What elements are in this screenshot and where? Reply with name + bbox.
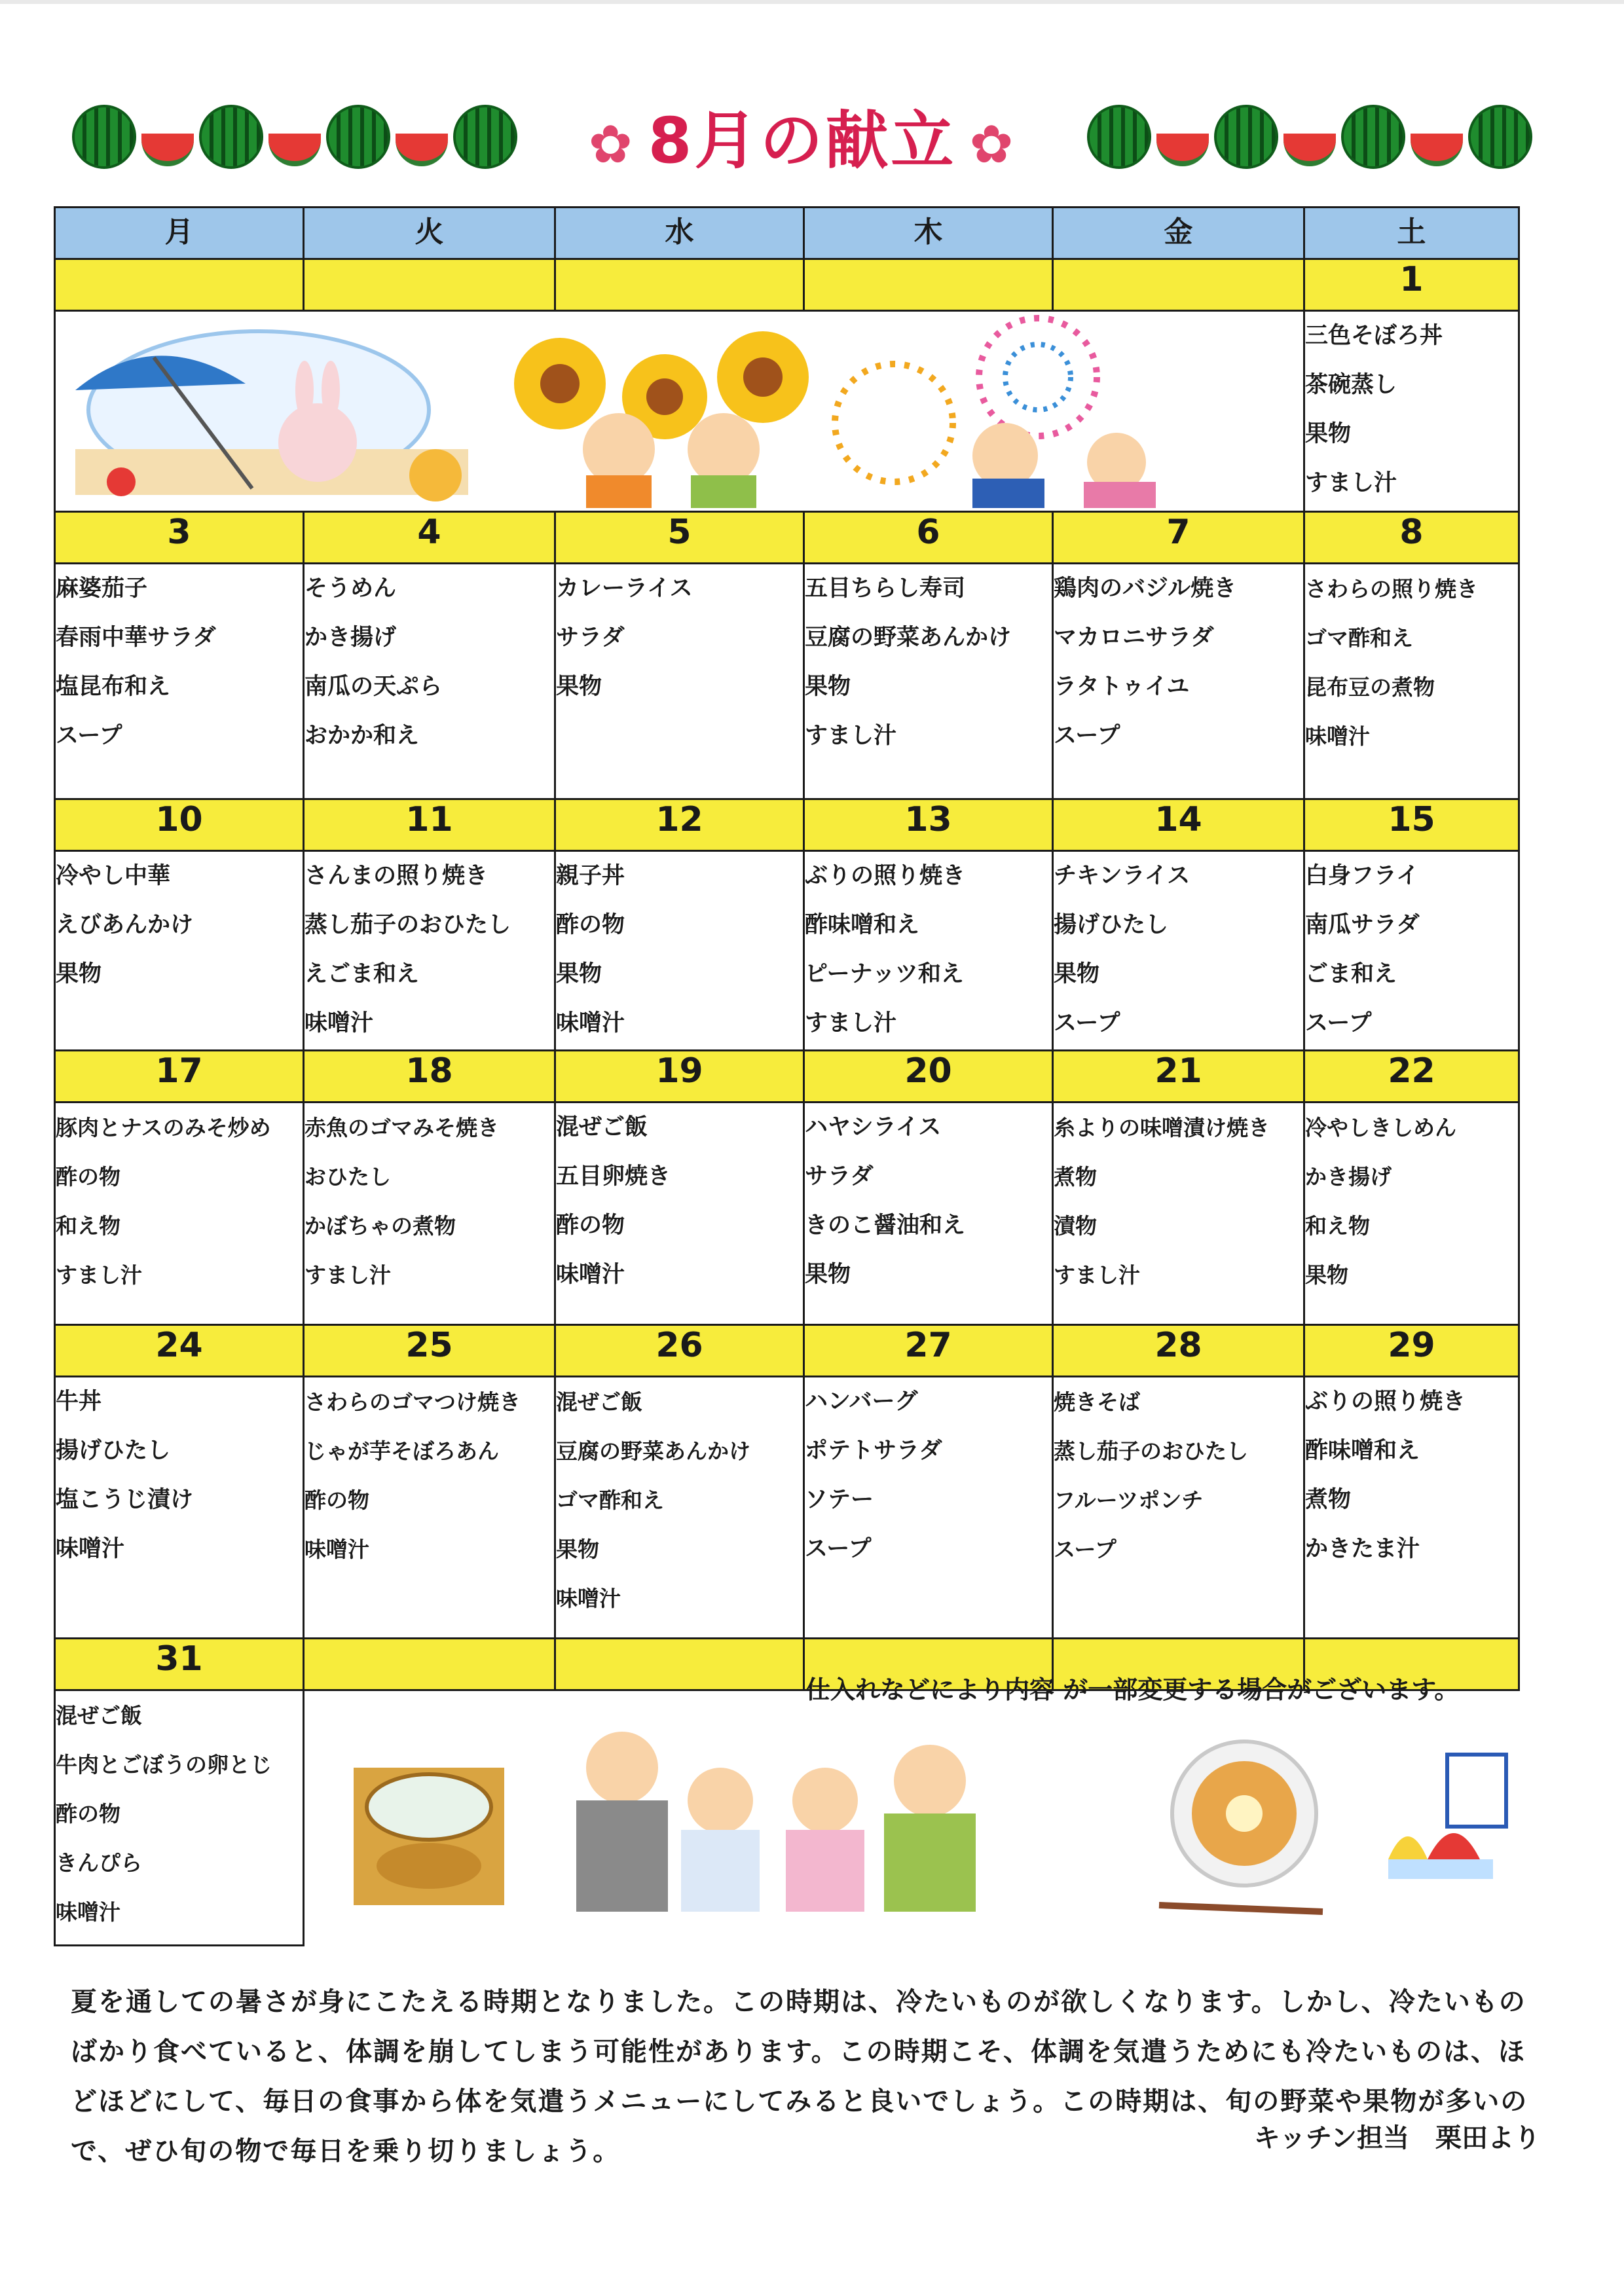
weekday-fri: 金 xyxy=(1053,208,1304,259)
menu-item: すまし汁 xyxy=(56,1262,142,1288)
menu-item: ゴマ酢和え xyxy=(1305,625,1413,651)
menu-cell xyxy=(555,851,804,1051)
footer-illustrations xyxy=(341,1728,1519,1925)
watermelon-icon xyxy=(326,105,390,169)
menu-item: かきたま汁 xyxy=(1305,1536,1420,1562)
date-row xyxy=(55,799,1519,851)
watermelon-slice-icon xyxy=(1411,134,1463,166)
menu-item: ハンバーグ xyxy=(805,1389,918,1415)
menu-item: 豆腐の野菜あんかけ xyxy=(556,1438,750,1464)
menu-item: カレーライス xyxy=(556,575,693,602)
menu-row xyxy=(55,564,1519,799)
menu-item: すまし汁 xyxy=(1305,470,1397,496)
date-cell xyxy=(804,259,1053,311)
menu-item: ラタトゥイユ xyxy=(1054,674,1190,700)
date-cell: 26 xyxy=(555,1325,804,1377)
menu-cell xyxy=(555,1102,804,1325)
menu-row xyxy=(55,1102,1519,1325)
menu-item: スープ xyxy=(1305,1010,1372,1036)
menu-item: 酢味噌和え xyxy=(1305,1438,1420,1464)
date-cell xyxy=(1053,259,1304,311)
menu-cell xyxy=(804,851,1053,1051)
menu-cell xyxy=(55,1102,304,1325)
date-cell: 4 xyxy=(304,512,555,564)
menu-cell xyxy=(304,851,555,1051)
menu-item: スープ xyxy=(805,1536,872,1562)
date-cell: 21 xyxy=(1053,1051,1304,1102)
menu-cell xyxy=(1304,311,1519,512)
menu-cell xyxy=(804,1102,1053,1325)
menu-item: えごま和え xyxy=(304,961,420,987)
menu-item: ハヤシライス xyxy=(805,1114,942,1140)
menu-item: 煮物 xyxy=(1054,1164,1097,1190)
menu-item: 酢の物 xyxy=(56,1164,120,1190)
weekday-thu: 木 xyxy=(804,208,1053,259)
menu-item: 混ぜご飯 xyxy=(56,1703,142,1728)
menu-item: 冷やし中華 xyxy=(56,863,171,889)
date-cell: 28 xyxy=(1053,1325,1304,1377)
watermelon-icon xyxy=(453,105,517,169)
menu-item: 酢味噌和え xyxy=(805,912,920,938)
date-cell: 10 xyxy=(55,799,304,851)
menu-item: 果物 xyxy=(805,674,851,700)
menu-item: 果物 xyxy=(556,674,602,700)
menu-item: 味噌汁 xyxy=(56,1899,120,1925)
menu-item: 酢の物 xyxy=(56,1801,120,1827)
menu-cell xyxy=(555,1377,804,1639)
weekday-wed: 水 xyxy=(555,208,804,259)
menu-cell xyxy=(1304,1102,1519,1325)
menu-item: 塩こうじ漬け xyxy=(56,1487,194,1513)
menu-item: すまし汁 xyxy=(805,723,897,749)
menu-item: かぼちゃの煮物 xyxy=(304,1213,456,1239)
menu-item: 果物 xyxy=(556,961,602,987)
summer-illustrations xyxy=(56,312,1305,508)
menu-item: スープ xyxy=(1054,1010,1120,1036)
weekday-header-row xyxy=(55,208,1519,259)
menu-item: 味噌汁 xyxy=(304,1010,374,1036)
date-cell: 25 xyxy=(304,1325,555,1377)
menu-item: 五目卵焼き xyxy=(556,1163,671,1190)
date-row xyxy=(55,259,1519,311)
menu-item: 塩昆布和え xyxy=(56,674,171,700)
date-cell: 18 xyxy=(304,1051,555,1102)
date-cell: 11 xyxy=(304,799,555,851)
menu-item: マカロニサラダ xyxy=(1054,625,1214,651)
menu-cell xyxy=(1053,1102,1304,1325)
menu-item: 味噌汁 xyxy=(556,1586,621,1611)
date-cell: 15 xyxy=(1304,799,1519,851)
date-cell: 1 xyxy=(1304,259,1519,311)
menu-item: 果物 xyxy=(556,1537,599,1562)
menu-item: すまし汁 xyxy=(304,1262,391,1288)
menu-item: サラダ xyxy=(805,1163,874,1190)
watermelon-slice-icon xyxy=(268,134,321,166)
menu-item: 親子丼 xyxy=(556,863,625,889)
flower-icon: ✿ xyxy=(969,114,1016,175)
date-cell: 24 xyxy=(55,1325,304,1377)
menu-item: 三色そぼろ丼 xyxy=(1305,323,1443,349)
menu-item: 果物 xyxy=(1305,421,1352,447)
menu-cell xyxy=(55,851,304,1051)
menu-cell xyxy=(804,1377,1053,1639)
menu-item: 鶏肉のバジル焼き xyxy=(1054,575,1237,602)
date-cell: 31 xyxy=(55,1639,304,1690)
menu-cell xyxy=(1304,851,1519,1051)
date-cell xyxy=(555,259,804,311)
watermelon-slice-icon xyxy=(396,134,448,166)
shaved-ice-illustration xyxy=(1388,1755,1506,1879)
menu-item: 味噌汁 xyxy=(1305,723,1370,749)
menu-cell xyxy=(804,564,1053,799)
menu-item: フルーツポンチ xyxy=(1054,1487,1204,1513)
date-row xyxy=(55,512,1519,564)
watermelon-decoration-left xyxy=(72,105,517,177)
date-cell: 8 xyxy=(1304,512,1519,564)
bibimbap-illustration xyxy=(1159,1741,1323,1912)
menu-item: ごま和え xyxy=(1305,961,1397,987)
menu-cell xyxy=(1053,1377,1304,1639)
menu-item: 味噌汁 xyxy=(556,1262,625,1288)
date-cell: 17 xyxy=(55,1051,304,1102)
menu-row xyxy=(55,311,1519,512)
menu-item: さんまの照り焼き xyxy=(304,863,489,889)
date-cell: 13 xyxy=(804,799,1053,851)
menu-item: 蒸し茄子のおひたし xyxy=(1054,1438,1248,1464)
weekday-mon: 月 xyxy=(55,208,304,259)
menu-row xyxy=(55,1377,1519,1639)
date-cell: 5 xyxy=(555,512,804,564)
menu-item: ソテー xyxy=(805,1487,874,1513)
watermelon-slice-icon xyxy=(141,134,194,166)
beach-umbrella-rabbit-illustration xyxy=(75,331,468,501)
menu-item: ポテトサラダ xyxy=(805,1438,942,1464)
menu-item: 和え物 xyxy=(1305,1213,1370,1239)
date-cell xyxy=(304,259,555,311)
menu-item: 果物 xyxy=(805,1262,851,1288)
menu-item: 麻婆茄子 xyxy=(56,575,148,602)
watermelon-icon xyxy=(72,105,136,169)
menu-item: すまし汁 xyxy=(1054,1262,1140,1288)
flower-icon: ✿ xyxy=(588,114,635,175)
date-cell: 20 xyxy=(804,1051,1053,1102)
watermelon-icon xyxy=(1468,105,1532,169)
date-cell: 22 xyxy=(1304,1051,1519,1102)
seasonal-message: 夏を通しての暑さが身にこたえる時期となりました。この時期は、冷たいものが欲しくなります。しかし、冷たいものばかり食べていると、体調を崩してしまう可能性があります。この時期こそ、体調を気遣うためにも冷たいものは、ほどほどにして、毎日の食事から体を気遣うメニューにしてみると良いでしょう。この時期は、旬の野菜や果物が多いので、ぜひ旬の物で毎日を乗り切りましょう。 xyxy=(71,1987,1528,2166)
date-cell: 19 xyxy=(555,1051,804,1102)
date-row xyxy=(55,1325,1519,1377)
menu-item: 冷やしきしめん xyxy=(1305,1115,1456,1140)
menu-item: じゃが芋そぼろあん xyxy=(304,1438,499,1464)
date-cell: 3 xyxy=(55,512,304,564)
watermelon-decoration-right xyxy=(1087,105,1532,177)
menu-item: サラダ xyxy=(556,625,625,651)
menu-cell xyxy=(55,1377,304,1639)
menu-item: ぶりの照り焼き xyxy=(805,863,966,889)
menu-item: 味噌汁 xyxy=(556,1010,625,1036)
date-cell xyxy=(304,1639,555,1690)
menu-item: さわらのゴマつけ焼き xyxy=(304,1389,521,1415)
menu-cell xyxy=(1053,851,1304,1051)
header xyxy=(72,98,1532,183)
menu-item: 春雨中華サラダ xyxy=(56,625,216,651)
menu-item: 果物 xyxy=(1305,1262,1348,1288)
menu-item: ゴマ酢和え xyxy=(556,1487,664,1513)
menu-item: 焼きそば xyxy=(1054,1389,1140,1415)
menu-item: 南瓜サラダ xyxy=(1305,912,1420,938)
date-cell xyxy=(555,1639,804,1690)
date-cell: 27 xyxy=(804,1325,1053,1377)
menu-item: 牛肉とごぼうの卵とじ xyxy=(56,1752,272,1777)
weekday-tue: 火 xyxy=(304,208,555,259)
menu-item: 和え物 xyxy=(56,1213,120,1239)
menu-item: 漬物 xyxy=(1054,1213,1097,1239)
date-cell: 6 xyxy=(804,512,1053,564)
weekday-sat: 土 xyxy=(1304,208,1519,259)
menu-item: 五目ちらし寿司 xyxy=(805,575,966,602)
menu-item: 混ぜご飯 xyxy=(556,1114,648,1140)
menu-cell xyxy=(304,564,555,799)
date-row xyxy=(55,1051,1519,1102)
menu-item: 煮物 xyxy=(1305,1487,1352,1513)
menu-item: かき揚げ xyxy=(304,625,397,651)
menu-cell xyxy=(304,1377,555,1639)
menu-item: 南瓜の天ぷら xyxy=(304,674,443,700)
date-cell xyxy=(55,259,304,311)
title-text: 8月の献立 xyxy=(648,104,957,177)
menu-item: 酢の物 xyxy=(304,1487,369,1513)
menu-item: スープ xyxy=(56,723,122,749)
watermelon-icon xyxy=(199,105,263,169)
date-cell: 14 xyxy=(1053,799,1304,851)
menu-item: 白身フライ xyxy=(1305,863,1419,889)
menu-row xyxy=(55,851,1519,1051)
menu-item: 揚げひたし xyxy=(56,1438,171,1464)
date-cell: 7 xyxy=(1053,512,1304,564)
menu-item: 酢の物 xyxy=(556,912,625,938)
somen-noodles-illustration xyxy=(354,1768,504,1905)
family-eating-illustration xyxy=(576,1732,976,1912)
menu-item: 果物 xyxy=(1054,961,1100,987)
menu-item: 混ぜご飯 xyxy=(556,1389,642,1415)
watermelon-icon xyxy=(1214,105,1278,169)
menu-item: おかか和え xyxy=(304,723,420,749)
signature: キッチン担当 栗田より xyxy=(1253,2123,1540,2153)
menu-item: えびあんかけ xyxy=(56,912,194,938)
menu-item: チキンライス xyxy=(1054,863,1190,889)
menu-cell xyxy=(555,564,804,799)
page-title xyxy=(576,98,1029,187)
menu-item: そうめん xyxy=(304,575,397,602)
illustration-banner xyxy=(55,311,1304,512)
menu-cell xyxy=(304,1102,555,1325)
menu-item: 味噌汁 xyxy=(56,1536,125,1562)
menu-item: 昆布豆の煮物 xyxy=(1305,674,1435,700)
menu-item: 酢の物 xyxy=(556,1212,625,1239)
watermelon-slice-icon xyxy=(1156,134,1209,166)
watermelon-icon xyxy=(1087,105,1151,169)
fireworks-children-illustration xyxy=(835,318,1156,508)
menu-item: スープ xyxy=(1054,723,1120,749)
menu-item: 牛丼 xyxy=(56,1389,102,1415)
menu-item: ピーナッツ和え xyxy=(805,961,964,987)
watermelon-icon xyxy=(1341,105,1405,169)
date-cell: 12 xyxy=(555,799,804,851)
sunflowers-children-illustration xyxy=(514,331,809,508)
menu-cell xyxy=(55,564,304,799)
menu-item: ぶりの照り焼き xyxy=(1305,1389,1466,1415)
menu-item: 赤魚のゴマみそ焼き xyxy=(304,1115,499,1140)
menu-item: きのこ醤油和え xyxy=(805,1212,966,1239)
menu-cell xyxy=(1053,564,1304,799)
menu-cell xyxy=(1304,564,1519,799)
watermelon-slice-icon xyxy=(1283,134,1336,166)
menu-item: 味噌汁 xyxy=(304,1537,369,1562)
page-edge xyxy=(0,0,1624,4)
menu-item: スープ xyxy=(1054,1537,1116,1562)
menu-item: 果物 xyxy=(56,961,102,987)
menu-change-notice: 仕入れなどにより内容 が一部変更する場合がございます。 xyxy=(805,1675,1460,1704)
menu-item: 糸よりの味噌漬け焼き xyxy=(1054,1115,1270,1140)
menu-item: 豆腐の野菜あんかけ xyxy=(805,625,1012,651)
menu-item: さわらの照り焼き xyxy=(1305,576,1478,602)
menu-cell xyxy=(1304,1377,1519,1639)
menu-item: 蒸し茄子のおひたし xyxy=(304,912,511,938)
menu-item: かき揚げ xyxy=(1305,1164,1392,1190)
date-cell: 29 xyxy=(1304,1325,1519,1377)
menu-item: おひたし xyxy=(304,1164,391,1190)
menu-cell xyxy=(55,1690,304,1946)
menu-item: すまし汁 xyxy=(805,1010,897,1036)
menu-item: きんぴら xyxy=(56,1850,142,1876)
menu-item: 茶碗蒸し xyxy=(1305,372,1397,398)
menu-item: 揚げひたし xyxy=(1054,912,1169,938)
menu-item: 豚肉とナスのみそ炒め xyxy=(56,1115,271,1140)
